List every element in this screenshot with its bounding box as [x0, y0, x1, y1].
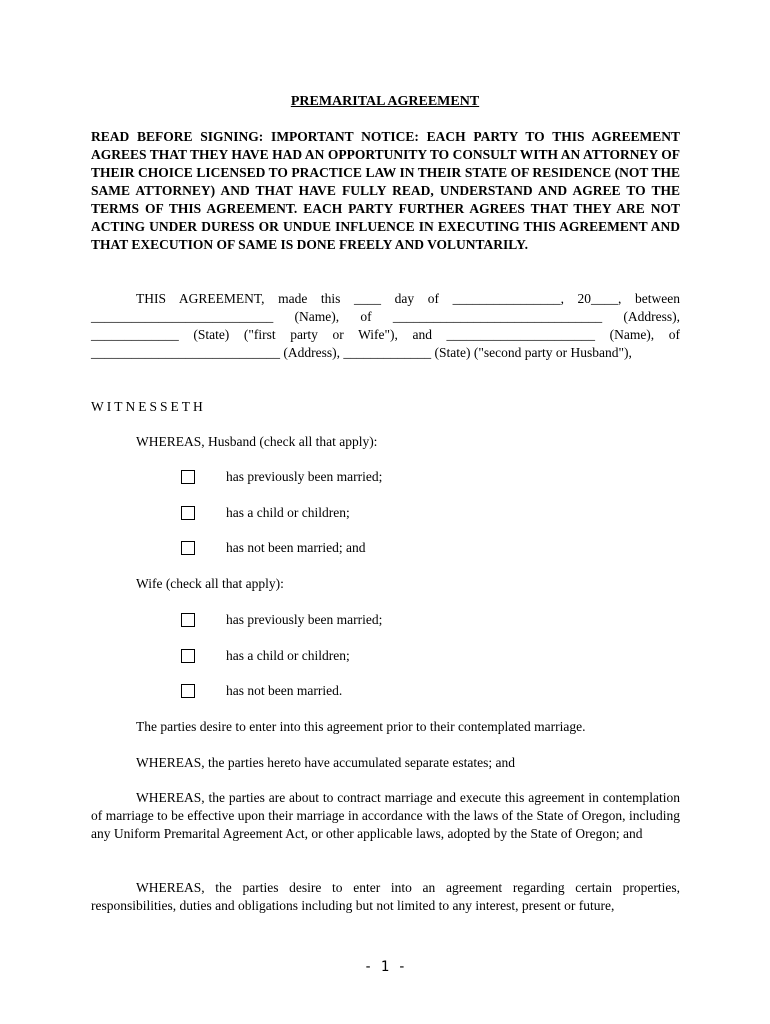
husband-option-not-married[interactable]	[181, 539, 365, 557]
wife-intro: Wife (check all that apply):	[136, 576, 284, 591]
agreement-paragraph: THIS AGREEMENT, made this ____ day of ________________, 20____, between ___________________________ (Name), of _______________________________ (Address), _____________ (State) ("first party or Wife"), and ______________________ (Name), of ____________________________ (Address), _____________ (State) ("second party or Husband"),	[91, 291, 680, 360]
checkbox[interactable]	[181, 541, 195, 555]
checkbox-label: has previously been married;	[226, 612, 383, 627]
desire-paragraph: The parties desire to enter into this agreement prior to their contemplated marriage.	[136, 719, 586, 734]
checkbox[interactable]	[181, 613, 195, 627]
wife-option-not-married[interactable]	[181, 682, 342, 700]
whereas-properties: WHEREAS, the parties desire to enter into an agreement regarding certain properties, responsibilities, duties and obligations including but not limited to any interest, present or future,	[91, 880, 680, 913]
whereas-estates: WHEREAS, the parties hereto have accumulated separate estates; and	[136, 755, 515, 770]
wife-option-child[interactable]	[181, 647, 350, 665]
checkbox-label: has not been married.	[226, 683, 343, 698]
page-number: - 1 -	[363, 959, 407, 975]
whereas-oregon: WHEREAS, the parties are about to contract marriage and execute this agreement in contemplation of marriage to be effective upon their marriage in accordance with the laws of the State of Oregon, including any Uniform Premarital Agreement Act, or other applicable laws, adopted by the State of Oregon; and	[91, 790, 680, 841]
checkbox-label: has not been married; and	[226, 540, 366, 555]
checkbox-label: has a child or children;	[226, 648, 350, 663]
checkbox[interactable]	[181, 684, 195, 698]
document-title: PREMARITAL AGREEMENT	[290, 94, 480, 109]
witnesseth-heading: WITNESSETH	[91, 399, 206, 414]
checkbox[interactable]	[181, 470, 195, 484]
checkbox[interactable]	[181, 506, 195, 520]
checkbox-label: has previously been married;	[226, 469, 383, 484]
husband-intro: WHEREAS, Husband (check all that apply):	[136, 434, 378, 449]
wife-option-previously-married[interactable]	[181, 611, 382, 629]
important-notice: READ BEFORE SIGNING: IMPORTANT NOTICE: EACH PARTY TO THIS AGREEMENT AGREES THAT THEY HAVE HAD AN OPPORTUNITY TO CONSULT WITH AN ATTORNEY OF THEIR CHOICE LICENSED TO PRACTICE LAW IN THEIR STATE OF RESIDENCE (NOT THE SAME ATTORNEY) AND THAT HAVE FULLY READ, UNDERSTAND AND AGREE TO THE TERMS OF THIS AGREEMENT. EACH PARTY FURTHER AGREES THAT THEY ARE NOT ACTING UNDER DURESS OR UNDUE INFLUENCE IN EXECUTING THIS AGREEMENT AND THAT EXECUTION OF SAME IS DONE FREELY AND VOLUNTARILY.	[91, 129, 680, 252]
husband-option-child[interactable]	[181, 504, 350, 522]
checkbox[interactable]	[181, 649, 195, 663]
checkbox-label: has a child or children;	[226, 505, 350, 520]
husband-option-previously-married[interactable]	[181, 468, 382, 486]
